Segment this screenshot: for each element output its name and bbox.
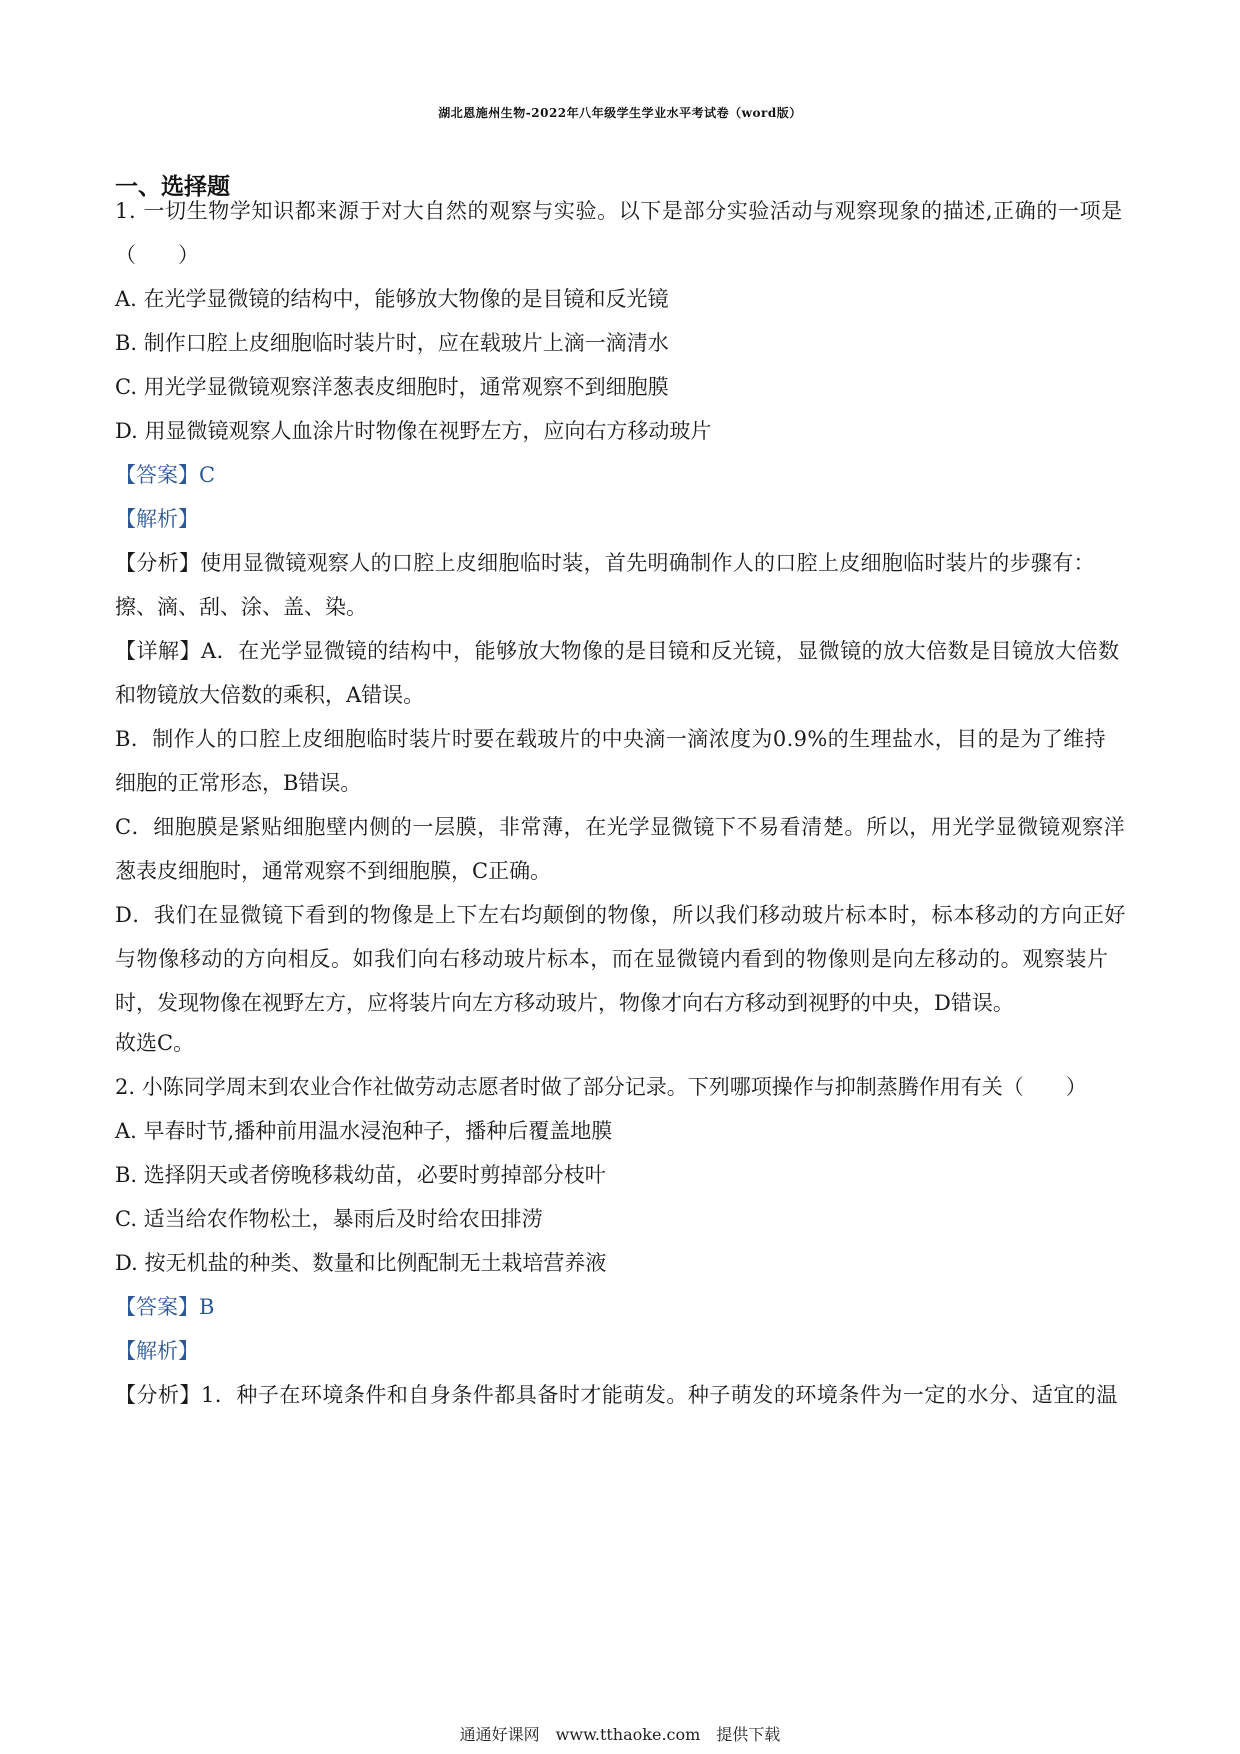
q1-option-c: C. 用光学显微镜观察洋葱表皮细胞时，通常观察不到细胞膜 [115,375,669,399]
q1-detail-line-8: 与物像移动的方向相反。如我们向右移动玻片标本，而在显微镜内看到的物像则是向左移动的。观察装片 [115,947,1109,971]
q1-option-d: D. 用显微镜观察人血涂片时物像在视野左方，应向右方移动玻片 [115,419,712,443]
q1-detail-line-6: 葱表皮细胞时，通常观察不到细胞膜，C正确。 [115,859,552,883]
q1-detail-line-4: 细胞的正常形态，B错误。 [115,771,362,795]
q2-option-b: B. 选择阴天或者傍晚移栽幼苗，必要时剪掉部分枝叶 [115,1163,606,1187]
q1-detail-line-7: D．我们在显微镜下看到的物像是上下左右均颠倒的物像，所以我们移动玻片标本时，标本移动的方向正好 [115,903,1127,927]
q2-answer: 【答案】B [115,1295,215,1319]
q1-detail-line-5: C．细胞膜是紧贴细胞壁内侧的一层膜，非常薄，在光学显微镜下不易看清楚。所以，用光学显微镜观察洋 [115,815,1126,839]
q1-detail-line-2: 和物镜放大倍数的乘积，A错误。 [115,683,425,707]
q2-option-d: D. 按无机盐的种类、数量和比例配制无土栽培营养液 [115,1251,607,1275]
q1-conclusion: 故选C。 [115,1031,195,1055]
q1-analysis-label: 【解析】 [115,507,199,531]
q2-analysis-label: 【解析】 [115,1339,199,1363]
document-title: 湖北恩施州生物-2022年八年级学生学业水平考试卷（word版） [438,106,802,120]
q1-stem-line-2: （ ） [115,243,199,267]
q2-analysis-line-1: 【分析】1．种子在环境条件和自身条件都具备时才能萌发。种子萌发的环境条件为一定的水分、适宜的温 [115,1383,1118,1407]
q1-detail-line-1: 【详解】A．在光学显微镜的结构中，能够放大物像的是目镜和反光镜，显微镜的放大倍数是目镜放大倍数 [115,639,1120,663]
q2-option-a: A. 早春时节,播种前用温水浸泡种子，播种后覆盖地膜 [115,1119,613,1143]
section-heading: 一、选择题 [115,173,230,200]
page-footer: 通通好课网 www.tthaoke.com 提供下载 [459,1725,781,1744]
q2-stem: 2. 小陈同学周末到农业合作社做劳动志愿者时做了部分记录。下列哪项操作与抑制蒸腾作用有关（ ） [115,1075,1087,1099]
q1-analysis-line-1: 【分析】使用显微镜观察人的口腔上皮细胞临时装，首先明确制作人的口腔上皮细胞临时装片的步骤有： [115,551,1095,575]
q1-stem-line-1: 1. 一切生物学知识都来源于对大自然的观察与实验。以下是部分实验活动与观察现象的描述,正确的一项是 [115,199,1123,223]
q1-answer: 【答案】C [115,463,216,487]
q1-option-a: A. 在光学显微镜的结构中，能够放大物像的是目镜和反光镜 [115,287,669,311]
q1-detail-line-3: B．制作人的口腔上皮细胞临时装片时要在载玻片的中央滴一滴浓度为0.9%的生理盐水，目的是为了维持 [115,727,1106,751]
q1-option-b: B. 制作口腔上皮细胞临时装片时，应在载玻片上滴一滴清水 [115,331,669,355]
q1-detail-line-9: 时，发现物像在视野左方，应将装片向左方移动玻片，物像才向右方移动到视野的中央，D错误。 [115,991,1014,1015]
q1-analysis-line-2: 擦、滴、刮、涂、盖、染。 [115,595,367,619]
q2-option-c: C. 适当给农作物松土，暴雨后及时给农田排涝 [115,1207,543,1231]
